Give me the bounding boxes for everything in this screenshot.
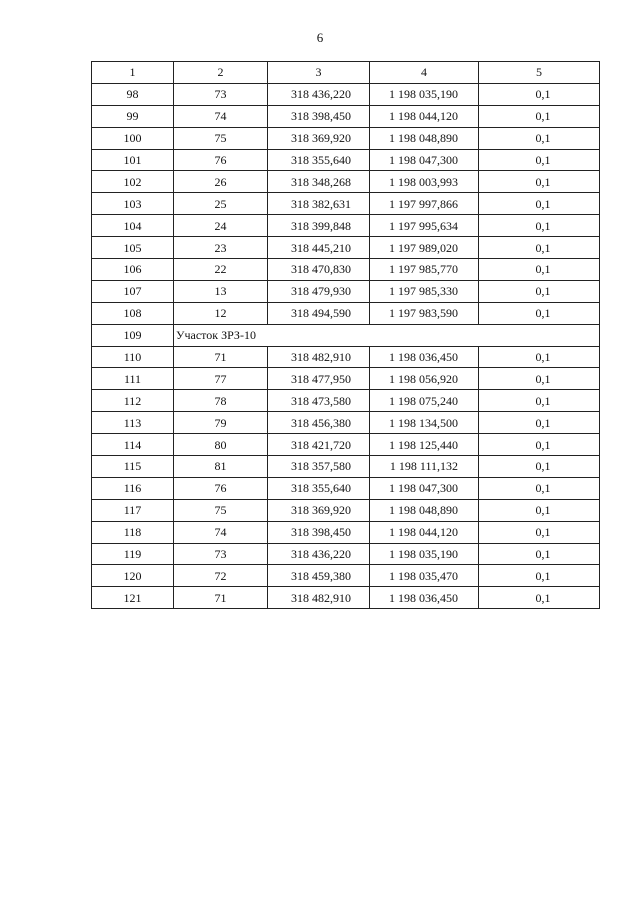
table-row <box>92 171 600 193</box>
point-number-cell: 23 <box>174 237 268 259</box>
row-number-cell: 120 <box>92 565 174 587</box>
x-coordinate-cell: 318 398,450 <box>268 105 370 127</box>
table-row <box>92 259 600 281</box>
table-row <box>92 521 600 543</box>
table-row <box>92 193 600 215</box>
y-coordinate-cell: 1 198 111,132 <box>370 456 479 478</box>
table-row <box>92 390 600 412</box>
y-coordinate-cell: 1 198 044,120 <box>370 105 479 127</box>
coordinates-table <box>91 61 600 609</box>
table-row <box>92 499 600 521</box>
accuracy-cell: 0,1 <box>479 105 600 127</box>
header-cell: 5 <box>479 62 600 84</box>
accuracy-cell: 0,1 <box>479 83 600 105</box>
x-coordinate-cell: 318 348,268 <box>268 171 370 193</box>
point-number-cell: 25 <box>174 193 268 215</box>
point-number-cell: 76 <box>174 149 268 171</box>
point-number-cell: 12 <box>174 302 268 324</box>
x-coordinate-cell: 318 456,380 <box>268 412 370 434</box>
y-coordinate-cell: 1 198 036,450 <box>370 587 479 609</box>
accuracy-cell: 0,1 <box>479 499 600 521</box>
point-number-cell: 73 <box>174 543 268 565</box>
y-coordinate-cell: 1 197 985,770 <box>370 259 479 281</box>
table-row <box>92 105 600 127</box>
point-number-cell: 72 <box>174 565 268 587</box>
table-row <box>92 456 600 478</box>
point-number-cell: 13 <box>174 280 268 302</box>
x-coordinate-cell: 318 482,910 <box>268 346 370 368</box>
y-coordinate-cell: 1 197 983,590 <box>370 302 479 324</box>
point-number-cell: 24 <box>174 215 268 237</box>
accuracy-cell: 0,1 <box>479 215 600 237</box>
accuracy-cell: 0,1 <box>479 171 600 193</box>
row-number-cell: 116 <box>92 477 174 499</box>
y-coordinate-cell: 1 198 035,190 <box>370 83 479 105</box>
point-number-cell: 71 <box>174 587 268 609</box>
y-coordinate-cell: 1 198 044,120 <box>370 521 479 543</box>
table-row <box>92 280 600 302</box>
table-row <box>92 215 600 237</box>
y-coordinate-cell: 1 198 047,300 <box>370 149 479 171</box>
y-coordinate-cell: 1 198 125,440 <box>370 434 479 456</box>
row-number-cell: 115 <box>92 456 174 478</box>
y-coordinate-cell: 1 197 985,330 <box>370 280 479 302</box>
table-row <box>92 237 600 259</box>
section-row <box>92 324 600 346</box>
row-number-cell: 104 <box>92 215 174 237</box>
accuracy-cell: 0,1 <box>479 434 600 456</box>
accuracy-cell: 0,1 <box>479 543 600 565</box>
x-coordinate-cell: 318 369,920 <box>268 499 370 521</box>
table-row <box>92 434 600 456</box>
row-number-cell: 107 <box>92 280 174 302</box>
point-number-cell: 78 <box>174 390 268 412</box>
x-coordinate-cell: 318 357,580 <box>268 456 370 478</box>
row-number-cell: 100 <box>92 127 174 149</box>
page-number: 6 <box>316 30 324 45</box>
accuracy-cell: 0,1 <box>479 587 600 609</box>
y-coordinate-cell: 1 198 003,993 <box>370 171 479 193</box>
accuracy-cell: 0,1 <box>479 412 600 434</box>
x-coordinate-cell: 318 421,720 <box>268 434 370 456</box>
y-coordinate-cell: 1 198 048,890 <box>370 127 479 149</box>
y-coordinate-cell: 1 198 075,240 <box>370 390 479 412</box>
x-coordinate-cell: 318 470,830 <box>268 259 370 281</box>
accuracy-cell: 0,1 <box>479 346 600 368</box>
y-coordinate-cell: 1 198 036,450 <box>370 346 479 368</box>
row-number-cell: 111 <box>92 368 174 390</box>
x-coordinate-cell: 318 355,640 <box>268 149 370 171</box>
row-number-cell: 101 <box>92 149 174 171</box>
table-row <box>92 477 600 499</box>
accuracy-cell: 0,1 <box>479 149 600 171</box>
table-row <box>92 565 600 587</box>
section-row-label: Участок ЗРЗ-10 <box>174 324 600 346</box>
point-number-cell: 26 <box>174 171 268 193</box>
x-coordinate-cell: 318 479,930 <box>268 280 370 302</box>
point-number-cell: 73 <box>174 83 268 105</box>
header-cell: 3 <box>268 62 370 84</box>
x-coordinate-cell: 318 473,580 <box>268 390 370 412</box>
y-coordinate-cell: 1 197 989,020 <box>370 237 479 259</box>
point-number-cell: 77 <box>174 368 268 390</box>
point-number-cell: 76 <box>174 477 268 499</box>
y-coordinate-cell: 1 198 047,300 <box>370 477 479 499</box>
point-number-cell: 81 <box>174 456 268 478</box>
row-number-cell: 117 <box>92 499 174 521</box>
x-coordinate-cell: 318 436,220 <box>268 543 370 565</box>
point-number-cell: 74 <box>174 105 268 127</box>
table-row <box>92 83 600 105</box>
x-coordinate-cell: 318 355,640 <box>268 477 370 499</box>
accuracy-cell: 0,1 <box>479 521 600 543</box>
row-number-cell: 103 <box>92 193 174 215</box>
table-row <box>92 368 600 390</box>
row-number-cell: 119 <box>92 543 174 565</box>
x-coordinate-cell: 318 477,950 <box>268 368 370 390</box>
x-coordinate-cell: 318 445,210 <box>268 237 370 259</box>
accuracy-cell: 0,1 <box>479 565 600 587</box>
header-cell: 2 <box>174 62 268 84</box>
accuracy-cell: 0,1 <box>479 302 600 324</box>
table-body-b <box>92 346 600 609</box>
row-number-cell: 108 <box>92 302 174 324</box>
table-row <box>92 412 600 434</box>
point-number-cell: 75 <box>174 127 268 149</box>
accuracy-cell: 0,1 <box>479 193 600 215</box>
x-coordinate-cell: 318 382,631 <box>268 193 370 215</box>
point-number-cell: 74 <box>174 521 268 543</box>
x-coordinate-cell: 318 399,848 <box>268 215 370 237</box>
row-number-cell: 118 <box>92 521 174 543</box>
y-coordinate-cell: 1 197 995,634 <box>370 215 479 237</box>
point-number-cell: 71 <box>174 346 268 368</box>
point-number-cell: 80 <box>174 434 268 456</box>
row-number-cell: 110 <box>92 346 174 368</box>
table-row <box>92 543 600 565</box>
point-number-cell: 22 <box>174 259 268 281</box>
row-number-cell: 98 <box>92 83 174 105</box>
x-coordinate-cell: 318 369,920 <box>268 127 370 149</box>
row-number-cell: 99 <box>92 105 174 127</box>
table-row <box>92 149 600 171</box>
row-number-cell: 114 <box>92 434 174 456</box>
y-coordinate-cell: 1 198 056,920 <box>370 368 479 390</box>
accuracy-cell: 0,1 <box>479 280 600 302</box>
accuracy-cell: 0,1 <box>479 456 600 478</box>
y-coordinate-cell: 1 198 035,190 <box>370 543 479 565</box>
accuracy-cell: 0,1 <box>479 127 600 149</box>
row-number-cell: 105 <box>92 237 174 259</box>
section-body <box>92 324 600 346</box>
point-number-cell: 75 <box>174 499 268 521</box>
y-coordinate-cell: 1 198 035,470 <box>370 565 479 587</box>
accuracy-cell: 0,1 <box>479 259 600 281</box>
table-row <box>92 302 600 324</box>
row-number-cell: 102 <box>92 171 174 193</box>
row-number-cell: 112 <box>92 390 174 412</box>
point-number-cell: 79 <box>174 412 268 434</box>
y-coordinate-cell: 1 198 134,500 <box>370 412 479 434</box>
accuracy-cell: 0,1 <box>479 477 600 499</box>
x-coordinate-cell: 318 459,380 <box>268 565 370 587</box>
header-cell: 4 <box>370 62 479 84</box>
table-row <box>92 587 600 609</box>
table-row <box>92 127 600 149</box>
header-cell: 1 <box>92 62 174 84</box>
table-row <box>92 346 600 368</box>
y-coordinate-cell: 1 197 997,866 <box>370 193 479 215</box>
x-coordinate-cell: 318 436,220 <box>268 83 370 105</box>
table-body-a <box>92 83 600 324</box>
x-coordinate-cell: 318 494,590 <box>268 302 370 324</box>
y-coordinate-cell: 1 198 048,890 <box>370 499 479 521</box>
row-number-cell: 113 <box>92 412 174 434</box>
x-coordinate-cell: 318 482,910 <box>268 587 370 609</box>
x-coordinate-cell: 318 398,450 <box>268 521 370 543</box>
table-header-row <box>92 62 600 84</box>
row-number-cell: 106 <box>92 259 174 281</box>
accuracy-cell: 0,1 <box>479 368 600 390</box>
accuracy-cell: 0,1 <box>479 390 600 412</box>
section-row-number: 109 <box>92 324 174 346</box>
row-number-cell: 121 <box>92 587 174 609</box>
accuracy-cell: 0,1 <box>479 237 600 259</box>
